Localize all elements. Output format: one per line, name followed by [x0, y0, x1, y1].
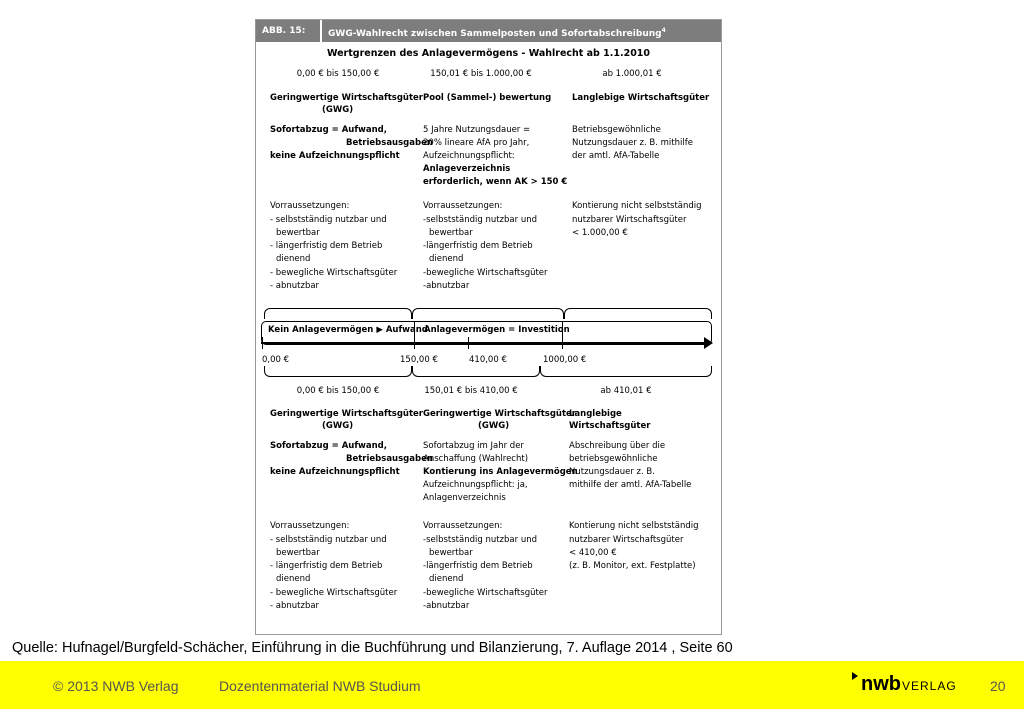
bottom-col1-prereq-1: - selbstständig nutzbar und	[270, 535, 387, 545]
figure-header-title: GWG-Wahlrecht zwischen Sammelposten und Sofortabschreibung$^4$	[328, 27, 666, 39]
top-col1-heading-1: Geringwertige Wirtschaftsgüter	[270, 93, 423, 103]
axis-arrowhead-icon	[704, 337, 713, 349]
top-col2-line-0: 5 Jahre Nutzungsdauer =	[423, 125, 531, 135]
bottom-col2-line-1: Anschaffung (Wahlrecht)	[423, 454, 529, 464]
bottom-col2-bold-1: Kontierung ins Anlagevermögen	[423, 467, 578, 477]
axis-tick-label-1: 150,00 €	[400, 355, 438, 365]
bottom-range-3: ab 410,01 €	[600, 386, 652, 396]
bottom-col3-line-0: Abschreibung über die	[569, 441, 666, 451]
top-range-3: ab 1.000,01 €	[602, 69, 662, 79]
footer-copyright: © 2013 NWB Verlag	[53, 678, 179, 694]
top-col2-bold-1: Anlageverzeichnis	[423, 164, 511, 174]
axis-tick	[468, 337, 469, 349]
top-col2-prereq-2: bewertbar	[429, 228, 473, 238]
top-col2-prereq-5: -bewegliche Wirtschaftsgüter	[423, 268, 548, 278]
page-number: 20	[990, 678, 1006, 694]
source-caption: Quelle: Hufnagel/Burgfeld-Schächer, Einführung in die Buchführung und Bilanzierung, 7. Auflage 2014 , Seite 60	[12, 640, 733, 656]
header-separator	[320, 20, 322, 42]
top-col3-prereq-2: < 1.000,00 €	[572, 228, 628, 238]
axis-left-label: Kein Anlagevermögen ▶ Aufwand	[268, 325, 428, 335]
bottom-col2-prereq-3: -längerfristig dem Betrieb	[423, 561, 533, 571]
top-col1-line3: keine Aufzeichnungspflicht	[270, 151, 400, 161]
top-col1-prereq-5: - bewegliche Wirtschaftsgüter	[270, 268, 398, 278]
top-col2-prereq-4: dienend	[429, 254, 464, 264]
top-col3-line-1: Nutzungsdauer z. B. mithilfe	[572, 138, 693, 148]
bottom-col3-line-1: betriebsgewöhnliche	[569, 454, 658, 464]
bottom-col1-heading-2: (GWG)	[322, 421, 354, 431]
top-col1-line1: Sofortabzug = Aufwand,	[270, 125, 387, 135]
bottom-col1-prereq-2: bewertbar	[276, 548, 320, 558]
bottom-col2-prereq-6: -abnutzbar	[423, 601, 470, 611]
bottom-col2-heading-2: (GWG)	[478, 421, 510, 431]
bottom-range-2: 150,01 € bis 410,00 €	[424, 386, 518, 396]
top-col2-heading: Pool (Sammel-) bewertung	[423, 93, 552, 103]
bottom-col2-prereq-4: dienend	[429, 574, 464, 584]
bottom-col3-prereq-2: < 410,00 €	[569, 548, 617, 558]
bottom-col1-line2: Betriebsausgaben	[346, 454, 433, 464]
top-col1-heading-2: (GWG)	[322, 105, 354, 115]
top-col3-prereq-0: Kontierung nicht selbstständig	[572, 201, 702, 211]
axis-tick	[414, 337, 415, 349]
axis-tick-label-0: 0,00 €	[262, 355, 290, 365]
top-col2-prereq-6: -abnutzbar	[423, 281, 470, 291]
bottom-col2-line-0: Sofortabzug im Jahr der	[423, 441, 524, 451]
axis-tick-label-3: 1000,00 €	[543, 355, 587, 365]
bottom-col3-heading-2: Wirtschaftsgüter	[569, 421, 651, 431]
top-range-1: 0,00 € bis 150,00 €	[296, 69, 380, 79]
bottom-col1-prereq-0: Vorraussetzungen:	[270, 521, 350, 531]
top-col2-line-2: Aufzeichnungspflicht:	[423, 151, 515, 161]
bottom-col2-prereq-0: Vorraussetzungen:	[423, 521, 503, 531]
bottom-col1-prereq-6: - abnutzbar	[270, 601, 320, 611]
top-col2-line-1: 20% lineare AfA pro Jahr,	[423, 138, 530, 148]
nwb-logo: nwb	[861, 673, 901, 695]
bottom-col2-prereq-2: bewertbar	[429, 548, 473, 558]
top-brace-3	[564, 308, 712, 319]
top-col2-prereq-1: -selbstständig nutzbar und	[423, 215, 537, 225]
bottom-range-1: 0,00 € bis 150,00 €	[296, 386, 380, 396]
bottom-col3-prereq-3: (z. B. Monitor, ext. Festplatte)	[569, 561, 696, 571]
bottom-col3-heading-1: Langlebige	[569, 409, 622, 419]
bottom-col2-prereq-1: -selbstständig nutzbar und	[423, 535, 537, 545]
footer-material: Dozentenmaterial NWB Studium	[219, 678, 421, 694]
figure-header	[256, 20, 721, 42]
top-range-2: 150,01 € bis 1.000,00 €	[430, 69, 532, 79]
top-col1-prereq-0: Vorraussetzungen:	[270, 201, 350, 211]
figure-title: Wertgrenzen des Anlagevermögens - Wahlrecht ab 1.1.2010	[326, 48, 651, 59]
top-col3-line-0: Betriebsgewöhnliche	[572, 125, 661, 135]
bottom-col2-line2-0: Aufzeichnungspflicht: ja,	[423, 480, 528, 490]
axis-line	[261, 342, 706, 344]
top-col1-prereq-3: - längerfristig dem Betrieb	[270, 241, 383, 251]
footer-bar	[0, 661, 1024, 709]
nwb-logo-verlag: VERLAG	[902, 679, 957, 693]
axis-arrow-icon: ▶	[376, 325, 383, 335]
top-col1-prereq-2: bewertbar	[276, 228, 320, 238]
bottom-col1-line3: keine Aufzeichnungspflicht	[270, 467, 400, 477]
axis-right-label: Anlagevermögen = Investition	[424, 325, 570, 335]
bottom-col2-prereq-5: -bewegliche Wirtschaftsgüter	[423, 588, 548, 598]
bottom-col3-prereq-1: nutzbarer Wirtschaftsgüter	[569, 535, 684, 545]
bottom-col1-prereq-3: - längerfristig dem Betrieb	[270, 561, 383, 571]
figure-number: ABB. 15:	[262, 26, 306, 36]
axis-tick-label-2: 410,00 €	[469, 355, 507, 365]
bottom-col3-prereq-0: Kontierung nicht selbstständig	[569, 521, 699, 531]
top-brace-2	[412, 308, 564, 319]
bottom-brace-1	[264, 366, 412, 377]
bottom-col1-heading-1: Geringwertige Wirtschaftsgüter	[270, 409, 423, 419]
top-col2-prereq-3: -längerfristig dem Betrieb	[423, 241, 533, 251]
bottom-brace-3	[540, 366, 712, 377]
top-col2-prereq-0: Vorraussetzungen:	[423, 201, 503, 211]
axis-tick	[262, 337, 263, 349]
top-brace-1	[264, 308, 412, 319]
top-col1-prereq-6: - abnutzbar	[270, 281, 320, 291]
top-col1-prereq-4: dienend	[276, 254, 311, 264]
top-col1-prereq-1: - selbstständig nutzbar und	[270, 215, 387, 225]
bottom-col1-prereq-4: dienend	[276, 574, 311, 584]
axis-tick	[562, 337, 563, 349]
top-col3-heading: Langlebige Wirtschaftsgüter	[572, 93, 710, 103]
top-col3-line-2: der amtl. AfA-Tabelle	[572, 151, 660, 161]
gwg-figure	[255, 19, 722, 635]
top-col3-prereq-1: nutzbarer Wirtschaftsgüter	[572, 215, 687, 225]
bottom-brace-2	[412, 366, 540, 377]
bottom-col1-line1: Sofortabzug = Aufwand,	[270, 441, 387, 451]
top-col1-line2: Betriebsausgaben	[346, 138, 433, 148]
bottom-col3-line-3: mithilfe der amtl. AfA-Tabelle	[569, 480, 692, 490]
top-col2-bold-2: erforderlich, wenn AK > 150 €	[423, 177, 568, 187]
bottom-col1-prereq-5: - bewegliche Wirtschaftsgüter	[270, 588, 398, 598]
bottom-col2-heading-1: Geringwertige Wirtschaftsgüter	[423, 409, 576, 419]
bottom-col3-line-2: Nutzungsdauer z. B.	[569, 467, 655, 477]
bottom-col2-line2-1: Anlagenverzeichnis	[423, 493, 506, 503]
